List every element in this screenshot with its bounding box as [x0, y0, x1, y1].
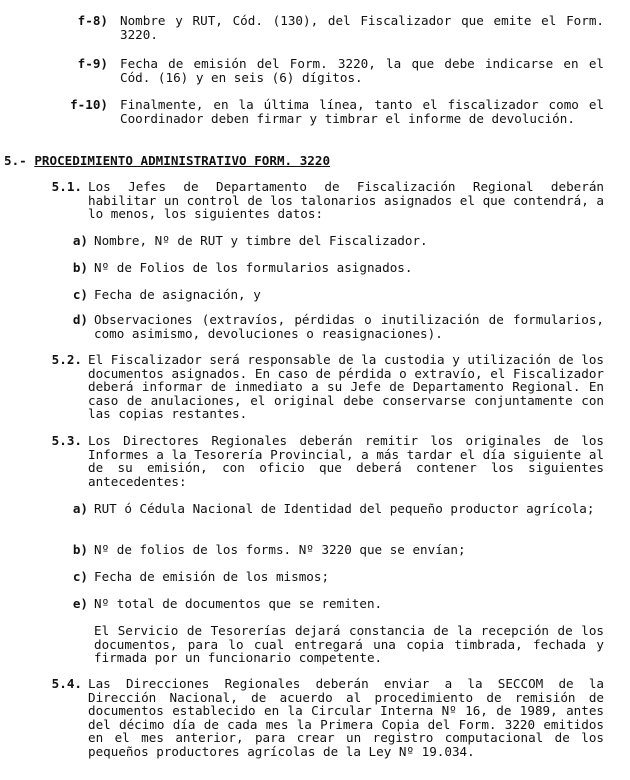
- list-item-5-3-e: [34, 597, 604, 611]
- list-item-5-3-a: [34, 502, 604, 516]
- clause-text: Las Direcciones Regionales deberán enviar a la SECCOM de la Dirección Nacional, de acuerdo al procedimiento de remisión de documentos establecido en la Circular Interna Nº 16, de 1989, antes del décimo día de cada mes la Primera Copia del Form. 3220 emitidos en el mes anterior, para crear un registro computacional de los pequeños productores agrícolas de la Ley Nº 19.034.: [88, 676, 604, 759]
- clause-text: Los Directores Regionales deberán remitir los originales de los Informes a la Tesorería Provincial, a más tardar el día siguiente al de su emisión, con oficio que deberá contener los siguientes antecedentes:: [88, 433, 604, 489]
- list-label: c): [72, 569, 88, 584]
- section-heading: [4, 154, 330, 168]
- list-label: c): [72, 287, 88, 302]
- item-label: f-8): [77, 13, 108, 28]
- item-label: f-10): [70, 97, 108, 112]
- list-label: b): [72, 542, 88, 557]
- item-f-8: [60, 14, 604, 41]
- item-f-10: [60, 98, 604, 125]
- clause-text: Los Jefes de Departamento de Fiscalización Regional deberán habilitar un control de los talonarios asignados el que contendrá, a lo menos, los siguientes datos:: [88, 179, 604, 222]
- list-label: a): [72, 233, 88, 248]
- list-text: Nº de folios de los forms. Nº 3220 que se envían;: [94, 542, 466, 557]
- clause-5-1: [48, 180, 604, 221]
- list-item-5-3-b: [34, 543, 604, 557]
- list-text: Observaciones (extravíos, pérdidas o inutilización de formularios, como asimismo, devoluciones o reasignaciones).: [94, 312, 604, 341]
- clause-text: El Fiscalizador será responsable de la custodia y utilización de los documentos asignados. En caso de pérdida o extravío, el Fiscalizador deberá informar de inmediato a su Jefe de Departamento Regional. En caso de anulaciones, el original debe conservarse conjuntamente con las copias restantes.: [88, 352, 604, 422]
- item-text: Nombre y RUT, Cód. (130), del Fiscalizador que emite el Form. 3220.: [120, 13, 604, 42]
- clause-5-3-note: El Servicio de Tesorerías dejará constancia de la recepción de los documentos, para lo cual entregará una copia timbrada, fechada y firmada por un funcionario competente.: [94, 623, 604, 666]
- list-item-5-1-b: [34, 261, 604, 275]
- clause-label: 5.1.: [51, 179, 82, 194]
- list-text: Nombre, Nº de RUT y timbre del Fiscalizador.: [94, 233, 428, 248]
- item-f-9: [60, 57, 604, 84]
- list-text: Fecha de emisión de los mismos;: [94, 569, 330, 584]
- list-text: Fecha de asignación, y: [94, 287, 261, 302]
- list-item-5-1-d: [34, 313, 604, 340]
- list-label: d): [72, 312, 88, 327]
- list-text: Nº total de documentos que se remiten.: [94, 596, 383, 611]
- item-text: Fecha de emisión del Form. 3220, la que debe indicarse en el Cód. (16) y en seis (6) dígitos.: [120, 56, 604, 85]
- clause-5-2: [48, 353, 604, 421]
- item-label: f-9): [77, 56, 108, 71]
- clause-5-4: [48, 677, 604, 759]
- list-item-5-3-c: [34, 570, 604, 584]
- list-label: a): [72, 501, 88, 516]
- clause-label: 5.3.: [51, 433, 82, 448]
- item-text: Finalmente, en la última línea, tanto el fiscalizador como el Coordinador deben firmar y timbrar el informe de devolución.: [120, 97, 604, 126]
- section-number: 5.-: [4, 153, 27, 168]
- list-text: RUT ó Cédula Nacional de Identidad del pequeño productor agrícola;: [94, 501, 595, 516]
- section-title: PROCEDIMIENTO ADMINISTRATIVO FORM. 3220: [34, 153, 331, 168]
- clause-label: 5.4.: [51, 676, 82, 691]
- list-item-5-1-c: [34, 288, 604, 302]
- list-item-5-1-a: [34, 234, 604, 248]
- list-label: e): [72, 596, 88, 611]
- list-label: b): [72, 260, 88, 275]
- clause-5-3: [48, 434, 604, 488]
- clause-label: 5.2.: [51, 352, 82, 367]
- list-text: Nº de Folios de los formularios asignados.: [94, 260, 413, 275]
